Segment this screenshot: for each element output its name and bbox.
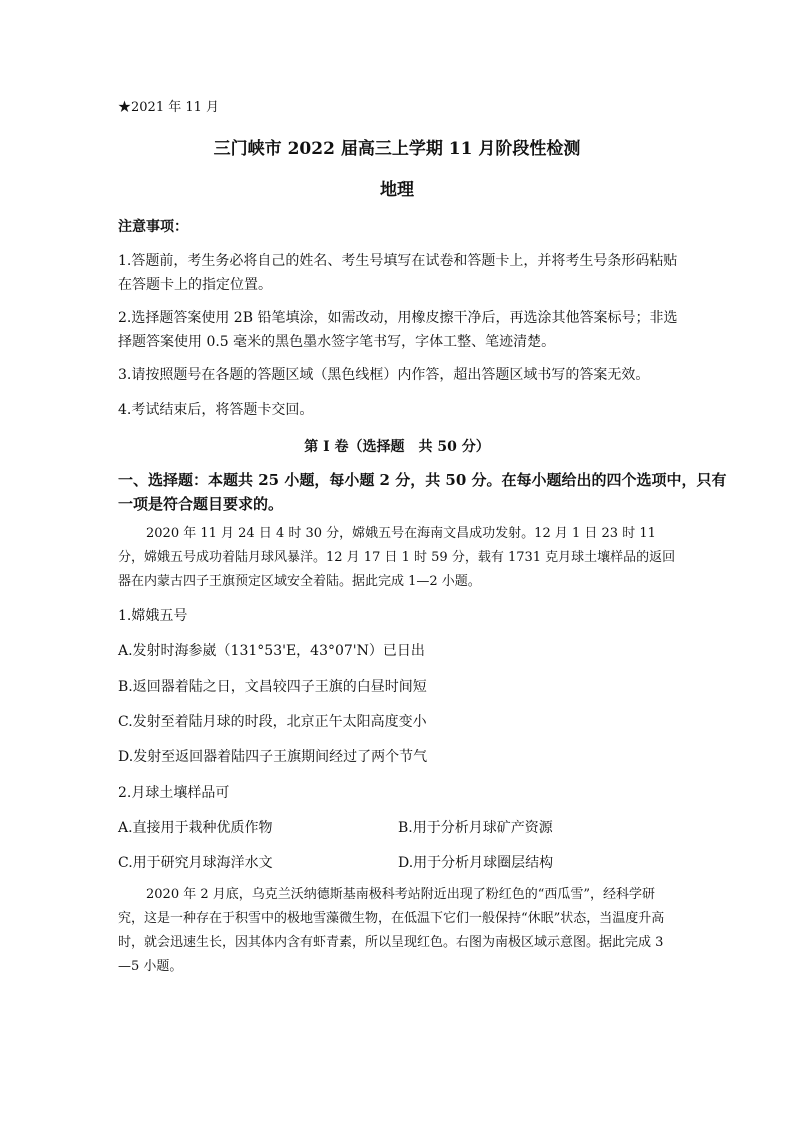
section-instruction (118, 468, 727, 516)
exam-date: ★2021 年 11 月 (118, 100, 220, 115)
q2-stem: 2.月球土壤样品可 (118, 785, 230, 801)
q1-option-c: C.发射至着陆月球的时段，北京正午太阳高度变小 (118, 714, 427, 730)
q2-option-b: B.用于分析月球矿产资源 (398, 820, 553, 836)
q2-option-c: C.用于研究月球海洋水文 (118, 855, 273, 871)
section-instruction-line-2: 一项是符合题目要求的。 (118, 495, 284, 513)
notice-item-1-line-1: 1.答题前，考生务必将自己的姓名、考生号填写在试卷和答题卡上，并将考生号条形码粘贴 (118, 253, 678, 269)
material-1: 2020 年 11 月 24 日 4 时 30 分，嫦娥五号在海南文昌成功发射。12 月 1 日 23 时 11 分，嫦娥五号成功着陆月球风暴洋。12 月 17 日 1 时 59 分，载有 1731 克月球土壤样品的返回器在内蒙古四子王旗预定区域安全着陆。据此完成 1—2 小题。 (118, 526, 676, 589)
q2-option-a: A.直接用于栽种优质作物 (118, 820, 273, 836)
material-2: 2020 年 2 月底，乌克兰沃纳德斯基南极科考站附近出现了粉红色的“西瓜雪”，经科学研究，这是一种存在于积雪中的极地雪藻微生物，在低温下它们一般保持“休眠”状态，当温度升高时，就会迅速生长，因其体内含有虾青素，所以呈现红色。右图为南极区域示意图。据此完成 3—5 小题。 (118, 887, 665, 974)
q1-option-b: B.返回器着陆之日，文昌较四子王旗的白昼时间短 (118, 679, 427, 695)
q1-option-a: A.发射时海参崴（131°53'E，43°07'N）已日出 (118, 643, 425, 659)
notice-item-3: 3.请按照题号在各题的答题区域（黑色线框）内作答，超出答题区域书写的答案无效。 (118, 367, 650, 383)
notice-heading: 注意事项： (118, 219, 188, 235)
q2-option-d: D.用于分析月球圈层结构 (398, 855, 554, 871)
q1-stem: 1.嫦娥五号 (118, 608, 188, 624)
notice-item-1 (118, 249, 677, 297)
notice-item-2 (118, 306, 677, 354)
section-instruction-line-1: 一、选择题：本题共 25 小题，每小题 2 分，共 50 分。在每小题给出的四个选项中，只有 (118, 471, 727, 489)
notice-item-4: 4.考试结束后，将答题卡交回。 (118, 402, 314, 418)
notice-item-2-line-2: 择题答案使用 0.5 毫米的黑色墨水签字笔书写，字体工整、笔迹清楚。 (118, 334, 556, 350)
notice-item-1-line-2: 在答题卡上的指定位置。 (118, 277, 272, 293)
notice-item-2-line-1: 2.选择题答案使用 2B 铅笔填涂，如需改动，用橡皮擦干净后，再选涂其他答案标号；非选 (118, 310, 678, 326)
q1-option-d: D.发射至返回器着陆四子王旗期间经过了两个节气 (118, 749, 428, 765)
exam-title: 三门峡市 2022 届高三上学期 11 月阶段性检测 (213, 139, 581, 159)
exam-subject: 地理 (380, 180, 414, 200)
section-title: 第 I 卷（选择题 共 50 分） (304, 439, 490, 455)
